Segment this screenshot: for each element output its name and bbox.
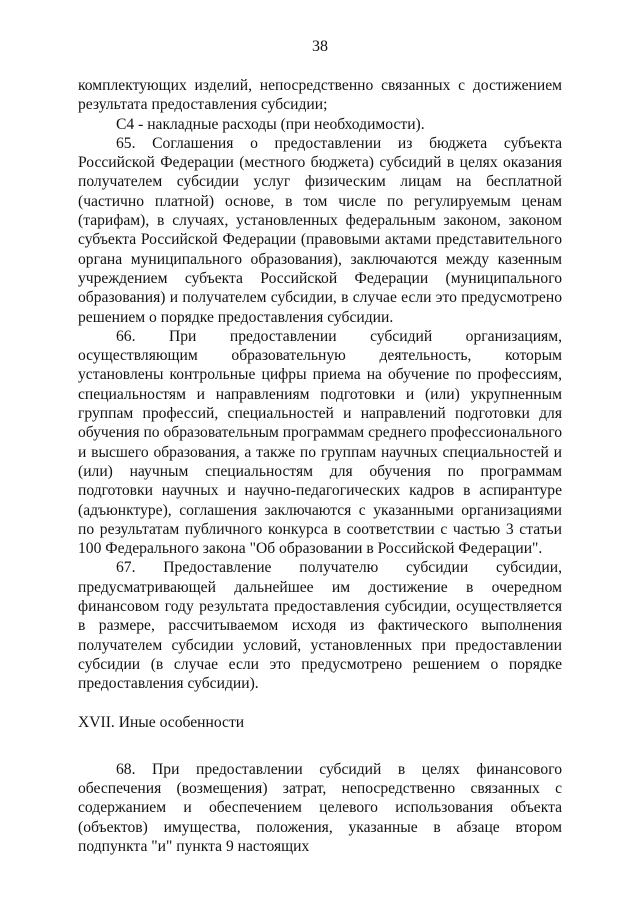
paragraph-68: 68. При предоставлении субсидий в целях финансового обеспечения (возмещения) затрат, непосредственно связанных с содержанием и обеспечением целевого использования объекта (объектов) имущества, положения, указанные в абзаце втором подпункта "и" пункта 9 настоящих	[78, 760, 562, 855]
document-body	[78, 76, 562, 856]
paragraph-66: 66. При предоставлении субсидий организациям, осуществляющим образовательную деятельность, которым установлены контрольные цифры приема на обучение по профессиям, специальностям и направлениям подготовки и (или) укрупненным группам профессий, специальностей и направлений подготовки для обучения по образовательным программам среднего профессионального и высшего образования, а также по группам научных специальностей и (или) научным специальностям для обучения по программам подготовки научных и научно-педагогических кадров в аспирантуре (адъюнктуре), соглашения заключаются с указанными организациями по результатам публичного конкурса в соответствии с частью 3 статьи 100 Федерального закона "Об образовании в Российской Федерации".	[78, 327, 562, 558]
section-heading: XVII. Иные особенности	[78, 713, 245, 731]
paragraph-continuation: комплектующих изделий, непосредственно связанных с достижением результата предоставления субсидии;	[78, 77, 562, 114]
paragraph-65: 65. Соглашения о предоставлении из бюджета субъекта Российской Федерации (местного бюджета) субсидий в целях оказания получателем субсидии услуг физическим лицам на бесплатной (частично платной) основе, в том числе по регулируемым ценам (тарифам), в случаях, установленных федеральным законом, законом субъекта Российской Федерации (правовыми актами представительного органа муниципального образования), заключаются между казенным учреждением субъекта Российской Федерации (муниципального образования) и получателем субсидии, в случае если это предусмотрено решением о порядке предоставления субсидии.	[78, 134, 562, 326]
page-number: 38	[312, 38, 328, 55]
paragraph-67: 67. Предоставление получателю субсидии субсидии, предусматривающей дальнейшее им достижение в очередном финансовом году результата предоставления субсидии, осуществляется в размере, рассчитываемом исходя из фактического выполнения получателем субсидии условий, установленных при предоставлении субсидии (в случае если это предусмотрено решением о порядке предоставления субсидии).	[78, 559, 562, 693]
paragraph-c4: С4 - накладные расходы (при необходимости).	[116, 115, 425, 133]
